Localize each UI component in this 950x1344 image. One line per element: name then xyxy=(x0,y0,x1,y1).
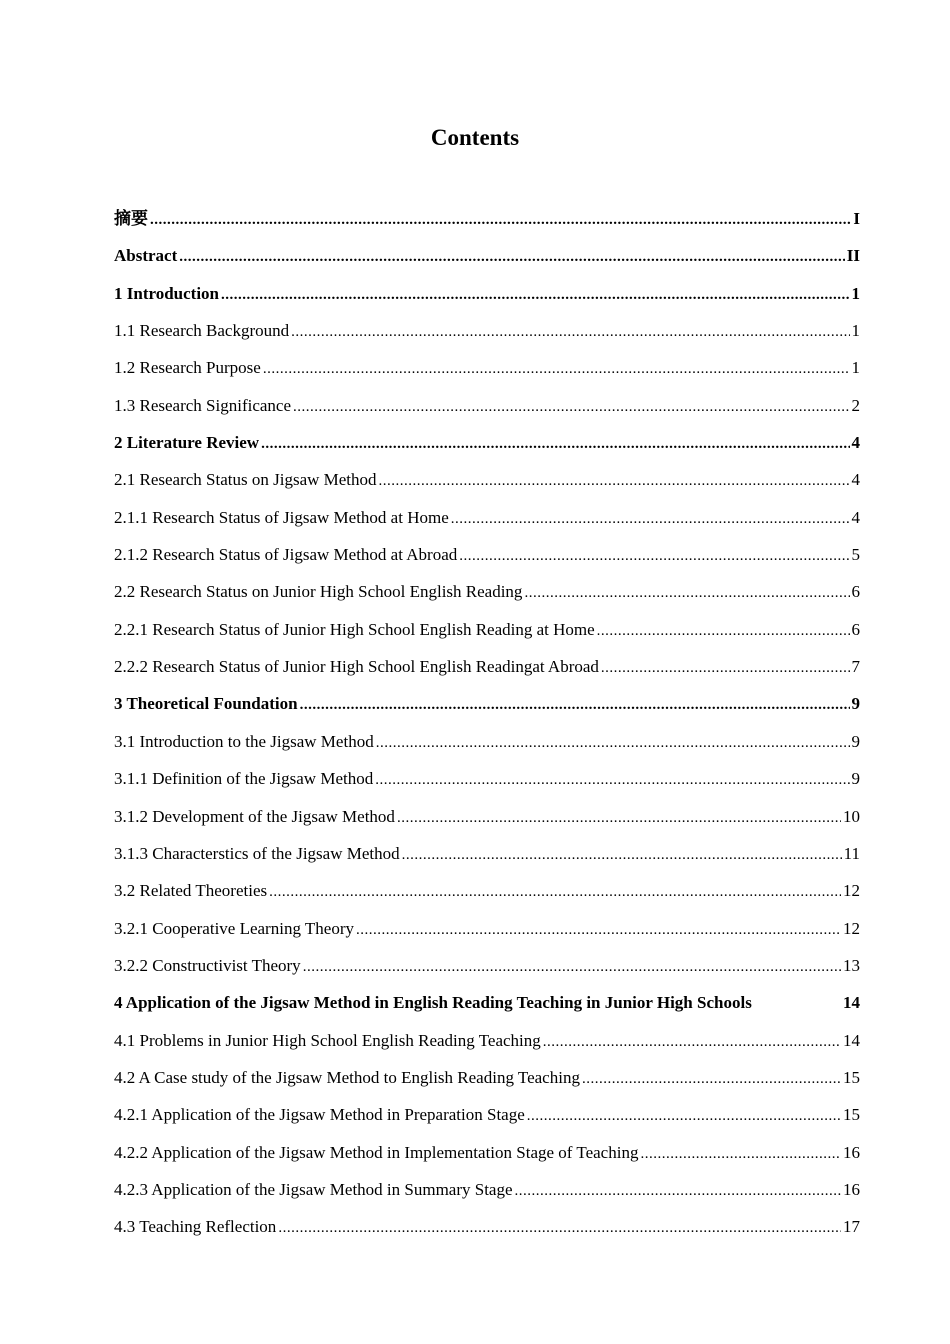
toc-leader-dots xyxy=(451,504,850,534)
toc-entry-page-number: 17 xyxy=(843,1217,860,1237)
toc-entry[interactable] xyxy=(114,577,860,614)
toc-leader-dots xyxy=(300,690,850,720)
toc-entry[interactable] xyxy=(114,914,860,951)
toc-entry[interactable] xyxy=(114,428,860,465)
toc-entry-label: 2.2 Research Status on Junior High School English Reading xyxy=(114,582,523,602)
toc-leader-dots xyxy=(291,317,849,347)
toc-entry[interactable] xyxy=(114,316,860,353)
toc-leader-dots xyxy=(527,1101,841,1131)
toc-leader-dots xyxy=(293,392,849,422)
toc-entry-page-number: 4 xyxy=(851,507,860,527)
toc-entry-page-number: 10 xyxy=(843,806,860,826)
toc-leader-dots xyxy=(375,765,849,795)
toc-entry-page-number: I xyxy=(853,209,860,228)
toc-entry[interactable] xyxy=(114,839,860,876)
toc-leader-dots xyxy=(543,1027,841,1057)
toc-leader-dots xyxy=(261,429,849,459)
toc-entry-page-number: 13 xyxy=(843,955,860,975)
toc-entry-page-number: 16 xyxy=(843,1142,860,1162)
toc-leader-dots xyxy=(402,840,842,870)
toc-entry-label: 3.2 Related Theoreties xyxy=(114,881,268,901)
toc-entry-page-number: II xyxy=(846,246,860,266)
toc-entry-page-number: 14 xyxy=(843,1030,860,1050)
toc-entry-label: 4.3 Teaching Reflection xyxy=(114,1217,277,1237)
toc-leader-dots xyxy=(376,728,850,758)
toc-entry-page-number: 2 xyxy=(851,395,860,415)
toc-entry-label: 4.2 A Case study of the Jigsaw Method to English Reading Teaching xyxy=(114,1067,580,1087)
toc-entry[interactable] xyxy=(114,689,860,726)
toc-leader-dots xyxy=(150,205,851,235)
toc-leader-dots xyxy=(379,466,850,496)
toc-leader-dots xyxy=(640,1139,841,1169)
toc-entry[interactable] xyxy=(114,241,860,278)
table-of-contents xyxy=(114,204,860,1250)
toc-entry-label: 1.1 Research Background xyxy=(114,321,290,341)
toc-entry-label: 2 Literature Review xyxy=(114,433,260,453)
toc-entry-label: 2.1.2 Research Status of Jigsaw Method at Abroad xyxy=(114,545,458,565)
toc-entry[interactable] xyxy=(114,465,860,502)
toc-leader-dots xyxy=(582,1064,841,1094)
toc-entry-page-number: 4 xyxy=(851,470,860,490)
toc-entry-label: 3 Theoretical Foundation xyxy=(114,694,298,714)
page-title: Contents xyxy=(430,125,520,150)
toc-entry-label: 2.2.1 Research Status of Junior High School English Reading at Home xyxy=(114,619,595,639)
toc-entry[interactable] xyxy=(114,988,860,1025)
toc-entry-label: 3.1.3 Characterstics of the Jigsaw Method xyxy=(114,843,400,863)
toc-entry[interactable] xyxy=(114,1063,860,1100)
toc-entry-page-number: 15 xyxy=(843,1105,860,1125)
toc-entry[interactable] xyxy=(114,1175,860,1212)
toc-entry[interactable] xyxy=(114,652,860,689)
toc-entry-page-number: 7 xyxy=(851,657,860,677)
toc-entry[interactable] xyxy=(114,204,860,241)
toc-entry-label: 4.2.1 Application of the Jigsaw Method in Preparation Stage xyxy=(114,1105,525,1125)
toc-leader-dots xyxy=(269,877,841,907)
toc-entry-label: 摘要 xyxy=(114,209,148,228)
toc-entry[interactable] xyxy=(114,802,860,839)
toc-entry-page-number: 5 xyxy=(851,545,860,565)
toc-leader-dots xyxy=(515,1176,841,1206)
toc-entry[interactable] xyxy=(114,391,860,428)
toc-entry-page-number: 16 xyxy=(843,1179,860,1199)
toc-entry[interactable] xyxy=(114,1138,860,1175)
toc-entry[interactable] xyxy=(114,1026,860,1063)
toc-entry-page-number: 12 xyxy=(843,881,860,901)
toc-leader-dots xyxy=(179,242,845,272)
toc-entry[interactable] xyxy=(114,503,860,540)
toc-entry-page-number: 9 xyxy=(851,769,860,789)
toc-entry-page-number: 6 xyxy=(851,619,860,639)
toc-entry-page-number: 14 xyxy=(843,993,860,1013)
toc-leader-dots xyxy=(524,578,849,608)
toc-entry-label: 3.1 Introduction to the Jigsaw Method xyxy=(114,731,374,751)
toc-leader-dots xyxy=(356,915,841,945)
toc-entry-label: Abstract xyxy=(114,246,178,266)
toc-leader-dots xyxy=(278,1213,841,1243)
toc-leader-dots xyxy=(263,354,850,384)
toc-entry-label: 4 Application of the Jigsaw Method in English Reading Teaching in Junior High Schools xyxy=(114,993,752,1013)
toc-entry-label: 2.1.1 Research Status of Jigsaw Method at Home xyxy=(114,507,449,527)
toc-entry-page-number: 9 xyxy=(851,694,860,714)
toc-entry-page-number: 15 xyxy=(843,1067,860,1087)
toc-entry-label: 4.2.3 Application of the Jigsaw Method in Summary Stage xyxy=(114,1179,513,1199)
toc-entry-page-number: 6 xyxy=(851,582,860,602)
toc-entry-label: 4.2.2 Application of the Jigsaw Method in Implementation Stage of Teaching xyxy=(114,1142,639,1162)
toc-entry-label: 1 Introduction xyxy=(114,283,220,303)
toc-entry-label: 3.2.1 Cooperative Learning Theory xyxy=(114,918,354,938)
toc-entry[interactable] xyxy=(114,540,860,577)
toc-entry-label: 2.1 Research Status on Jigsaw Method xyxy=(114,470,377,490)
toc-entry[interactable] xyxy=(114,764,860,801)
toc-entry[interactable] xyxy=(114,1100,860,1137)
toc-leader-dots xyxy=(303,952,841,982)
toc-entry-page-number: 11 xyxy=(843,843,860,863)
toc-entry-label: 3.2.2 Constructivist Theory xyxy=(114,955,301,975)
toc-entry-label: 1.3 Research Significance xyxy=(114,395,292,415)
toc-entry[interactable] xyxy=(114,353,860,390)
toc-leader-dots xyxy=(459,541,849,571)
toc-entry[interactable] xyxy=(114,876,860,913)
toc-entry-page-number: 12 xyxy=(843,918,860,938)
toc-entry-label: 3.1.1 Definition of the Jigsaw Method xyxy=(114,769,374,789)
toc-entry-page-number: 9 xyxy=(851,731,860,751)
toc-entry[interactable] xyxy=(114,279,860,316)
toc-entry[interactable] xyxy=(114,1212,860,1249)
toc-entry-page-number: 1 xyxy=(851,321,860,341)
toc-leader-dots xyxy=(601,653,850,683)
toc-entry[interactable] xyxy=(114,727,860,764)
toc-leader-dots xyxy=(597,616,850,646)
toc-entry-page-number: 4 xyxy=(851,433,860,453)
toc-entry-page-number: 1 xyxy=(851,358,860,378)
toc-entry-label: 3.1.2 Development of the Jigsaw Method xyxy=(114,806,395,826)
toc-entry-label: 4.1 Problems in Junior High School English Reading Teaching xyxy=(114,1030,541,1050)
toc-entry-label: 2.2.2 Research Status of Junior High School English Readingat Abroad xyxy=(114,657,599,677)
toc-leader-dots xyxy=(221,280,849,310)
toc-leader-dots xyxy=(397,803,841,833)
toc-entry[interactable] xyxy=(114,615,860,652)
toc-entry-label: 1.2 Research Purpose xyxy=(114,358,261,378)
toc-entry[interactable] xyxy=(114,951,860,988)
toc-entry-page-number: 1 xyxy=(851,283,860,303)
